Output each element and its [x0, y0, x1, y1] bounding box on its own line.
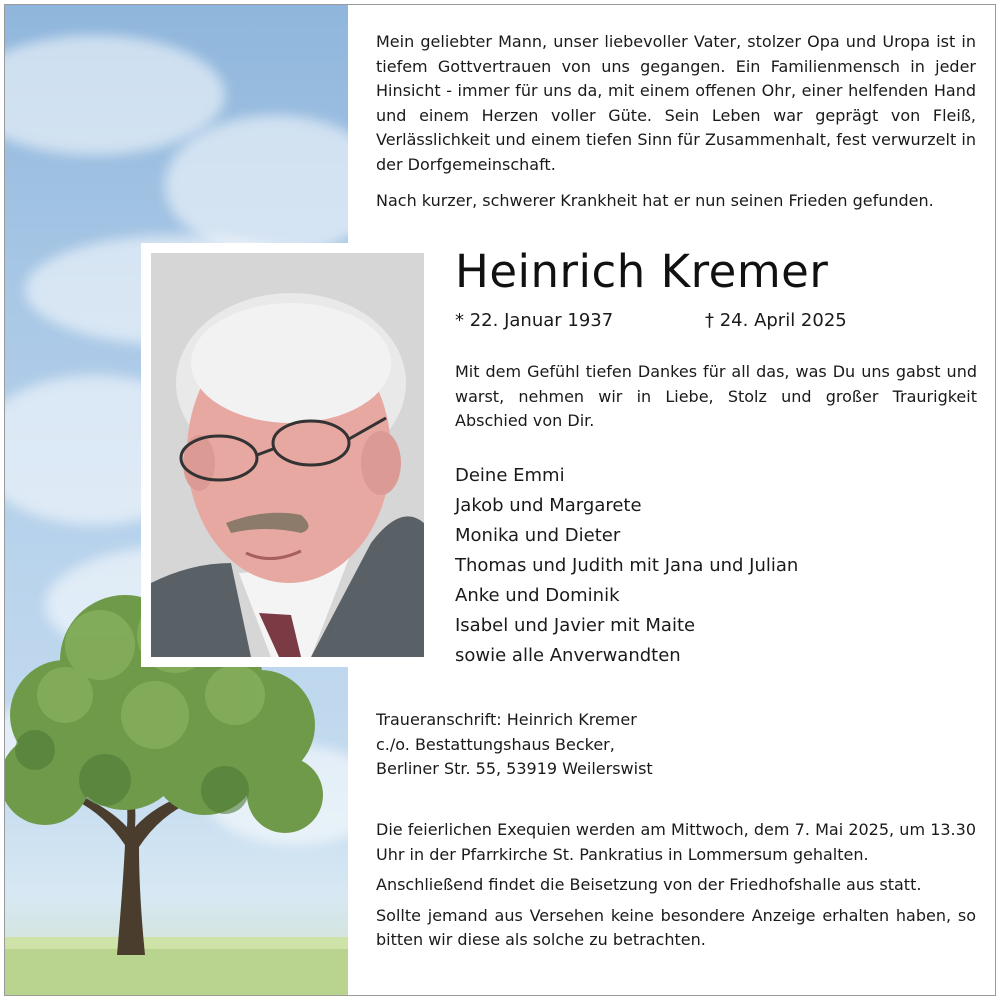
burial-text: Anschließend findet die Beisetzung von der Friedhofshalle aus statt.	[376, 875, 922, 894]
mourner-entry: Thomas und Judith mit Jana und Julian	[455, 555, 799, 576]
obituary-notice	[4, 4, 996, 996]
mourning-address	[376, 708, 776, 782]
intro-text	[376, 30, 976, 214]
service-information	[376, 818, 976, 953]
birth-date: * 22. Januar 1937	[455, 310, 614, 331]
mourner-entry: Anke und Dominik	[455, 585, 620, 606]
death-date: † 24. April 2025	[705, 310, 847, 331]
address-line: Traueranschrift: Heinrich Kremer	[376, 710, 637, 729]
intro-paragraph: Mein geliebter Mann, unser liebevoller Vater, stolzer Opa und Uropa ist in tiefem Gottvertrauen von uns gegangen. Ein Familienmensch in jeder Hinsicht - immer für uns da, mit einem offenen Ohr, einer helfenden Hand und einem Herzen voller Güte. Sein Leben war geprägt von Fleiß, Verlässlichkeit und einem tiefen Sinn für Zusammenhalt, fest verwurzelt in der Dorfgemeinschaft.	[376, 32, 976, 174]
portrait-frame	[141, 243, 434, 667]
mourner-entry: Isabel und Javier mit Maite	[455, 615, 696, 636]
funeral-mass-text: Die feierlichen Exequien werden am Mittwoch, dem 7. Mai 2025, um 13.30 Uhr in der Pfarrkirche St. Pankratius in Lommersum gehalten.	[376, 820, 976, 864]
address-line: c./o. Bestattungshaus Becker,	[376, 734, 615, 754]
mourner-entry: Deine Emmi	[455, 465, 565, 486]
notice-disclaimer: Sollte jemand aus Versehen keine besondere Anzeige erhalten haben, so bitten wir diese als solche zu betrachten.	[376, 905, 976, 949]
mourner-entry: sowie alle Anverwandten	[455, 645, 681, 666]
mourner-entry: Jakob und Margarete	[455, 495, 642, 516]
portrait-photo	[151, 253, 424, 657]
address-line: Berliner Str. 55, 53919 Weilerswist	[376, 759, 653, 778]
deceased-name: Heinrich Kremer	[455, 245, 829, 298]
mourner-entry: Monika und Dieter	[455, 525, 621, 546]
gratitude-text: Mit dem Gefühl tiefen Dankes für all das, was Du uns gabst und warst, nehmen wir in Liebe, Stolz und großer Traurigkeit Abschied von Dir.	[455, 362, 977, 430]
mourners-list	[455, 461, 798, 671]
intro-closing: Nach kurzer, schwerer Krankheit hat er nun seinen Frieden gefunden.	[376, 191, 934, 210]
